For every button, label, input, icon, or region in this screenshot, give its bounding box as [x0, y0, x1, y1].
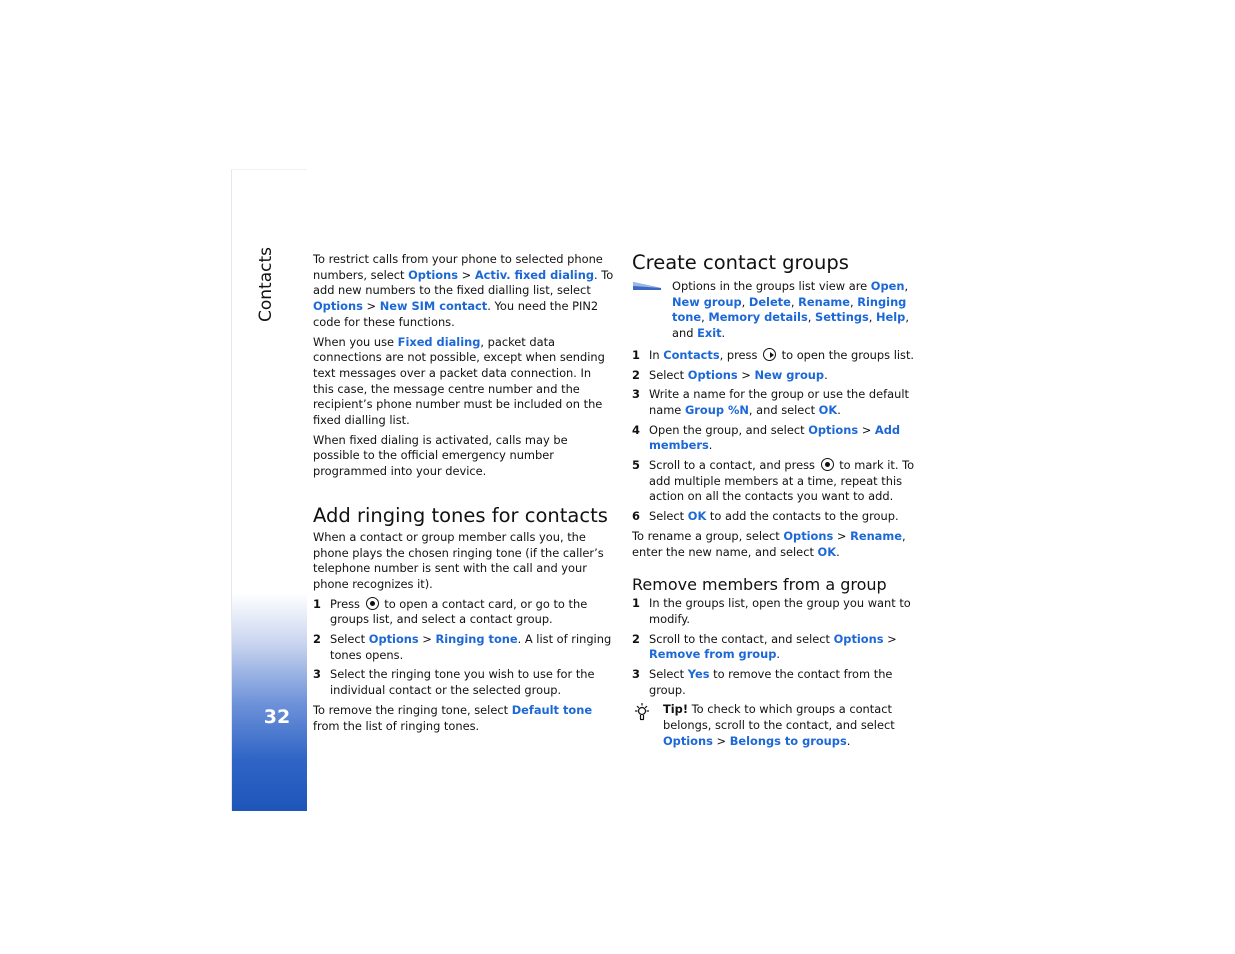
- list-item: 1 Press to open a contact card, or go to the groups list, and select a contact group.: [313, 596, 588, 627]
- list-item: 6 Select OK to add the contacts to the group.: [632, 509, 899, 524]
- paragraph-fixed-dialing: When you use Fixed dialing, packet data connections are not possible, except when sending text messages over a packet data connection. In this case, the message centre number and the recipient’s phone number must be included on the fixed dialling list.: [313, 334, 605, 428]
- list-item: 2 Select Options > Ringing tone. A list of ringing tones opens.: [313, 632, 612, 662]
- list-item: 1 In the groups list, open the group you want to modify.: [632, 596, 911, 626]
- paragraph-restrict: To restrict calls from your phone to selected phone numbers, select Options > Activ. fixed dialing. To add new numbers to the fixed dialling list, select Options > New SIM contact. You need the PIN2 code for these functions.: [313, 252, 614, 329]
- paragraph-remove-tone: To remove the ringing tone, select Default tone from the list of ringing tones.: [313, 702, 593, 733]
- section-label: Contacts: [256, 247, 276, 322]
- list-item: 2 Select Options > New group.: [632, 367, 828, 382]
- select-key-icon: [821, 458, 834, 471]
- left-column: [313, 252, 615, 738]
- select-key-icon: [366, 597, 379, 610]
- list-item: 5 Scroll to a contact, and press to mark it. To add multiple members at a time, repeat this action on all the contacts you want to add.: [632, 458, 915, 504]
- heading-create-groups: Create contact groups: [632, 251, 849, 274]
- joystick-right-icon: [763, 348, 776, 361]
- tip-lightbulb-icon: [632, 702, 652, 722]
- list-item: 3 Write a name for the group or use the default name Group %N, and select OK.: [632, 387, 909, 417]
- list-item: 2 Scroll to the contact, and select Options > Remove from group.: [632, 631, 897, 662]
- list-item: 3 Select the ringing tone you wish to use for the individual contact or the selected group.: [313, 667, 595, 698]
- list-item: 3 Select Yes to remove the contact from the group.: [632, 667, 893, 697]
- list-item: 1 In Contacts, press to open the groups list.: [632, 347, 915, 362]
- paragraph-rename: To rename a group, select Options > Rename, enter the new name, and select OK.: [632, 528, 906, 559]
- page-number: 32: [263, 706, 291, 728]
- paragraph-emergency: When fixed dialing is activated, calls may be possible to the official emergency number programmed into your device.: [313, 432, 568, 479]
- right-column: [632, 251, 932, 750]
- tip-box: Tip! To check to which groups a contact belongs, scroll to the contact, and select Options > Belongs to groups.: [632, 702, 932, 749]
- list-item: 4 Open the group, and select Options > Add members.: [632, 422, 901, 453]
- note-arrow-icon: [632, 281, 662, 291]
- options-note: Options in the groups list view are Open, New group, Delete, Rename, Ringing tone, Memory details, Settings, Help, and Exit.: [632, 279, 932, 342]
- heading-ringing-tones: Add ringing tones for contacts: [313, 503, 608, 527]
- heading-remove-members: Remove members from a group: [632, 575, 887, 595]
- paragraph-ringing-intro: When a contact or group member calls you, the phone plays the chosen ringing tone (if the caller’s telephone number is sent with the call and your phone recognizes it).: [313, 529, 604, 591]
